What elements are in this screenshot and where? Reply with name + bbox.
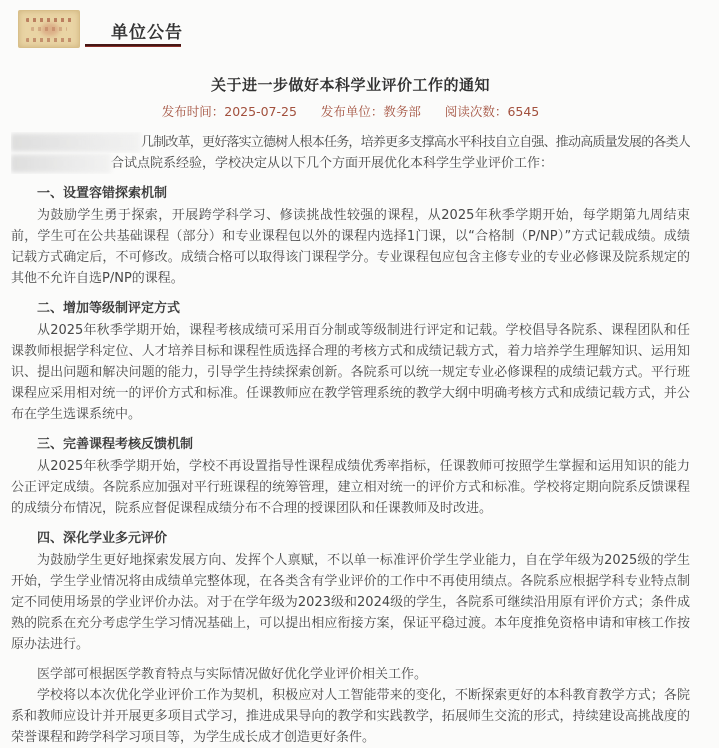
closing-paragraphs [11, 664, 690, 748]
redaction-blur [11, 134, 141, 151]
section-2 [11, 298, 690, 425]
section-1 [11, 183, 690, 289]
publish-unit-label: 发布单位： [320, 104, 384, 119]
announcement-article [11, 48, 690, 748]
section-4-body: 为鼓励学生更好地探索发展方向、发挥个人禀赋，不以单一标准评价学生学业能力，自在学年级为2025级的学生开始，学生学业情况将由成绩单完整体现，在各类含有学业评价的工作中不再使用绩点。各院系应根据学科专业特点制定不同使用场景的学业评价办法。对于在学年级为2023级和2024级的学生，各院系可继续沿用原有评价方式；条件成熟的院系在充分考虑学生学习情况基础上，可以提出相应衔接方案，保证平稳过渡。本年度推免资格申请和审核工作按原办法进行。 [11, 553, 690, 652]
publish-time-value: 2025-07-25 [224, 104, 297, 119]
publish-unit-value: 教务部 [383, 104, 421, 119]
section-3-heading: 三、完善课程考核反馈机制 [37, 437, 194, 452]
section-1-body: 为鼓励学生勇于探索，开展跨学科学习、修读挑战性较强的课程，从2025年秋季学期开始，每学期第九周结束前，学生可在公共基础课程（部分）和专业课程包以外的课程内选择1门课，以“合格制（P/NP）”方式记载成绩。成绩记载方式确定后，不可修改。成绩合格可以取得该门课程学分。专业课程包应包含主修专业的专业必修课及院系规定的其他不允许自选P/NP的课程。 [11, 208, 690, 286]
stamp-logo-icon [18, 10, 80, 48]
section-4 [11, 528, 690, 655]
section-3 [11, 434, 690, 519]
read-count [445, 102, 539, 120]
section-2-heading: 二、增加等级制评定方式 [37, 301, 181, 316]
intro-line-2-text: 合试点院系经验，学校决定从以下几个方面开展优化本科学生学业评价工作： [111, 156, 554, 171]
article-meta [11, 102, 690, 120]
publish-time [162, 102, 297, 120]
read-count-label: 阅读次数： [444, 104, 508, 119]
stamp-texture [26, 18, 72, 22]
tab-active-underline [85, 44, 181, 47]
read-count-value: 6545 [507, 104, 540, 119]
intro-paragraph [11, 132, 690, 174]
stamp-texture [31, 27, 67, 31]
section-2-body: 从2025年秋季学期开始，课程考核成绩可采用百分制或等级制进行评定和记载。学校倡导各院系、课程团队和任课教师根据学科定位、人才培养目标和课程性质选择合理的考核方式和成绩记载方式，着力培养学生理解知识、运用知识、提出问题和解决问题的能力，引导学生持续探索创新。各院系可以统一规定专业必修课程的成绩记载方式。平行班课程应采用相对统一的评价方式和标准。任课教师应在教学管理系统的教学大纲中明确考核方式和成绩记载方式，并公布在学生选课系统中。 [11, 323, 690, 422]
tab-unit-announcement[interactable]: 单位公告 [111, 23, 183, 43]
intro-line-1-text: 几制改革，更好落实立德树人根本任务，培养更多支撑高水平科技自立自强、推动高质量发展的各类人 [141, 135, 690, 150]
section-4-heading: 四、深化学业多元评价 [37, 531, 168, 546]
intro-line-1 [11, 132, 690, 153]
page-title: 关于进一步做好本科学业评价工作的通知 [210, 76, 490, 94]
section-3-body: 从2025年秋季学期开始，学校不再设置指导性课程成绩优秀率指标，任课教师可按照学生掌握和运用知识的能力公正评定成绩。各院系应加强对平行班课程的统筹管理，建立相对统一的评价方式和标准。学校将定期向院系反馈课程的成绩分布情况，院系应督促课程成绩分布不合理的授课团队和任课教师及时改进。 [11, 459, 690, 516]
stamp-texture [26, 38, 72, 42]
publish-time-label: 发布时间： [161, 104, 225, 119]
closing-paragraph-2: 学校将以本次优化学业评价工作为契机，积极应对人工智能带来的变化，不断探索更好的本科教育教学方式；各院系和教师应设计并开展更多项目式学习，推进成果导向的教学和实践教学，拓展师生交流的形式，持续建设高挑战度的荣誉课程和跨学科学习项目等，为学生成长成才创造更好条件。 [11, 688, 690, 745]
section-1-heading: 一、设置容错探索机制 [37, 186, 168, 201]
redaction-blur [11, 155, 111, 172]
publish-unit [321, 102, 421, 120]
intro-line-2 [11, 153, 690, 174]
closing-paragraph-1: 医学部可根据医学教育特点与实际情况做好优化学业评价相关工作。 [37, 667, 428, 682]
